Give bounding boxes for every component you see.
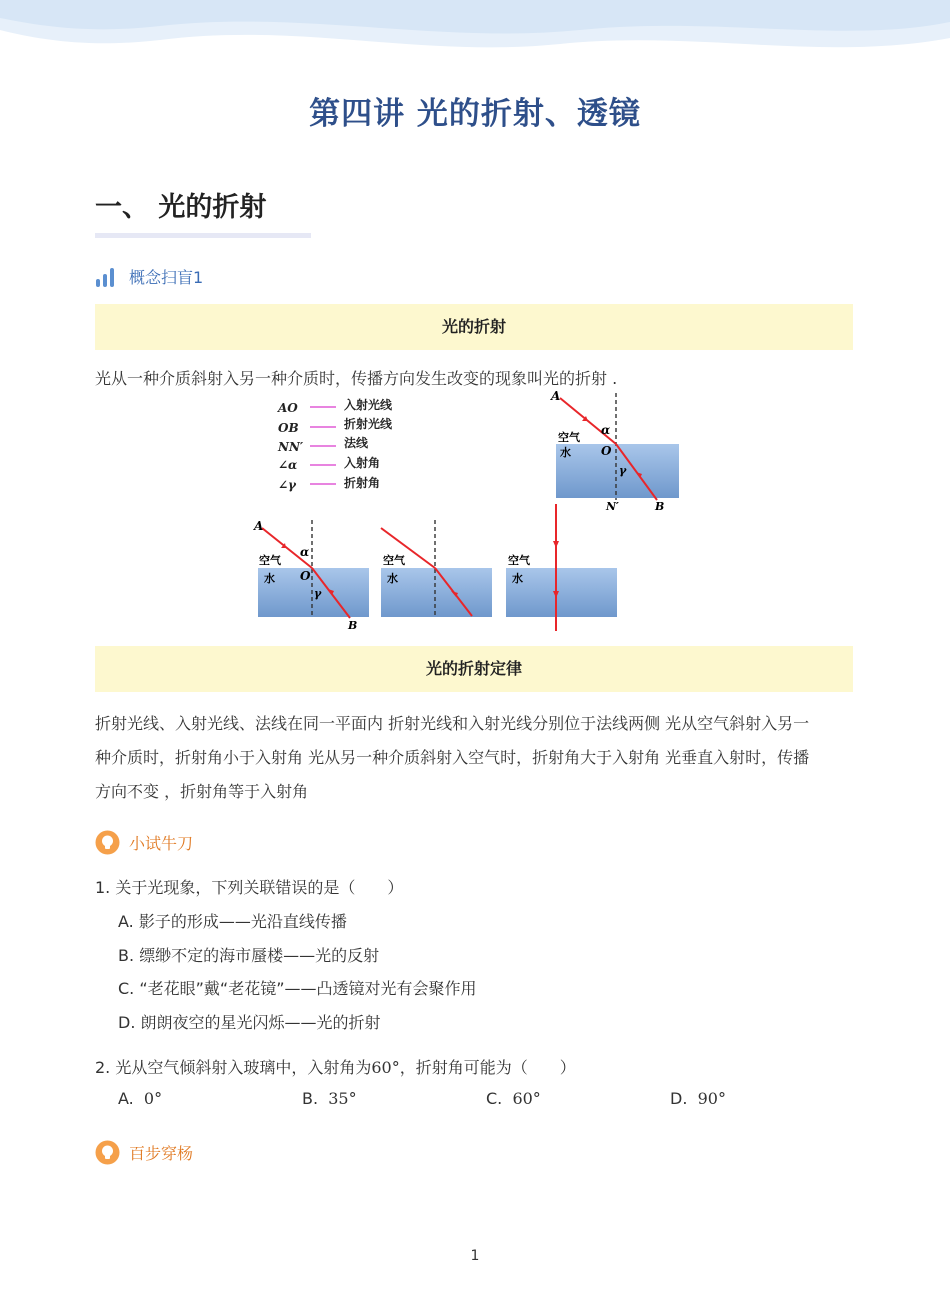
refraction-figure-perpendicular bbox=[506, 504, 617, 631]
legend-sym: AO bbox=[278, 401, 298, 415]
legend-desc: 法线 bbox=[344, 436, 369, 450]
svg-text:B: B bbox=[348, 619, 358, 632]
advanced-tag-label: 百步穿杨 bbox=[129, 1144, 194, 1163]
legend-sym: ∠α bbox=[278, 458, 298, 472]
refraction-figure-left bbox=[253, 519, 369, 632]
question-2-option-a bbox=[118, 1089, 162, 1108]
svg-text:水: 水 bbox=[512, 572, 523, 585]
question-1-option-b: B. 缥缈不定的海市蜃楼——光的反射 bbox=[118, 946, 380, 965]
option-letter: C. bbox=[486, 1089, 503, 1108]
option-value: 0° bbox=[143, 1089, 163, 1108]
svg-text:空气: 空气 bbox=[558, 431, 580, 444]
practice-tag bbox=[95, 830, 193, 855]
option-letter: A. bbox=[118, 1089, 134, 1108]
svg-text:γ: γ bbox=[314, 587, 322, 600]
question-2-option-c bbox=[486, 1089, 541, 1108]
diagram-legend bbox=[277, 401, 304, 492]
law-line: 折射光线、入射光线、法线在同一平面内 折射光线和入射光线分别位于法线两侧 光从空气斜射入另一 bbox=[95, 714, 810, 733]
question-2-option-b bbox=[302, 1089, 357, 1108]
svg-text:水: 水 bbox=[387, 572, 398, 585]
svg-text:水: 水 bbox=[560, 446, 571, 459]
svg-text:O: O bbox=[601, 444, 612, 458]
question-1-option-c: C. “老花眼”戴“老花镜”——凸透镜对光有会聚作用 bbox=[118, 979, 477, 998]
legend-desc: 折射角 bbox=[344, 476, 381, 490]
refraction-law-title: 光的折射定律 bbox=[425, 659, 522, 678]
refraction-figure-middle bbox=[381, 520, 492, 617]
lightbulb-icon bbox=[95, 830, 120, 855]
option-value: 60° bbox=[512, 1089, 541, 1108]
refraction-law-text bbox=[95, 707, 855, 809]
question-2-angle: 60° bbox=[371, 1058, 400, 1077]
svg-text:α: α bbox=[601, 423, 611, 437]
question-1-option-d: D. 朗朗夜空的星光闪烁——光的折射 bbox=[118, 1013, 381, 1032]
svg-text:A: A bbox=[254, 519, 264, 533]
legend-sym: ∠γ bbox=[278, 478, 296, 492]
main-refraction-figure bbox=[550, 389, 679, 513]
practice-tag-label: 小试牛刀 bbox=[129, 834, 194, 853]
refraction-box bbox=[95, 304, 853, 350]
option-value: 35° bbox=[328, 1089, 357, 1108]
svg-text:B: B bbox=[655, 500, 665, 513]
question-2-stem bbox=[95, 1055, 576, 1078]
svg-text:空气: 空气 bbox=[259, 554, 281, 567]
question-2-stem-part: 2. 光从空气倾斜射入玻璃中，入射角为 bbox=[95, 1058, 372, 1077]
svg-text:空气: 空气 bbox=[508, 554, 530, 567]
refraction-diagram bbox=[250, 388, 700, 636]
question-2-stem-part: ，折射角可能为（ ） bbox=[399, 1058, 576, 1077]
refraction-box-title: 光的折射 bbox=[441, 317, 506, 336]
page-number: 1 bbox=[470, 1248, 480, 1264]
bar-chart-icon bbox=[95, 267, 119, 287]
lightbulb-icon bbox=[95, 1140, 120, 1165]
concept-tag bbox=[95, 265, 203, 288]
question-1-stem: 1. 关于光现象，下列关联错误的是（ ） bbox=[95, 878, 404, 897]
question-1-option-a: A. 影子的形成——光沿直线传播 bbox=[118, 912, 347, 931]
option-letter: B. bbox=[302, 1089, 319, 1108]
header-wave-decoration bbox=[0, 0, 950, 70]
legend-sym: OB bbox=[278, 421, 299, 435]
legend-sym: NN′ bbox=[278, 440, 304, 454]
heading-underline bbox=[95, 233, 311, 238]
concept-tag-label: 概念扫盲1 bbox=[129, 268, 204, 287]
advanced-tag bbox=[95, 1140, 193, 1165]
svg-text:O: O bbox=[300, 569, 311, 583]
section-heading: 一、 光的折射 bbox=[95, 192, 267, 223]
svg-text:空气: 空气 bbox=[383, 554, 405, 567]
option-value: 90° bbox=[697, 1089, 726, 1108]
svg-text:γ: γ bbox=[619, 464, 627, 477]
option-letter: D. bbox=[670, 1089, 688, 1108]
law-line: 种介质时，折射角小于入射角 光从另一种介质斜射入空气时，折射角大于入射角 光垂直入射时，传播 bbox=[95, 748, 810, 767]
legend-desc: 入射角 bbox=[344, 456, 381, 470]
svg-text:水: 水 bbox=[264, 572, 275, 585]
svg-text:A: A bbox=[551, 389, 561, 403]
page-title: 第四讲 光的折射、透镜 bbox=[309, 96, 641, 132]
refraction-law-box bbox=[95, 646, 853, 692]
legend-lines bbox=[310, 407, 336, 484]
definition-text: 光从一种介质斜射入另一种介质时，传播方向发生改变的现象叫光的折射 . bbox=[95, 369, 618, 388]
svg-text:α: α bbox=[300, 545, 310, 559]
question-2-option-d bbox=[670, 1089, 726, 1108]
law-line: 方向不变 ，折射角等于入射角 bbox=[95, 782, 309, 801]
legend-desc: 折射光线 bbox=[344, 417, 393, 431]
svg-text:N′: N′ bbox=[606, 500, 619, 513]
legend-desc: 入射光线 bbox=[344, 398, 393, 412]
